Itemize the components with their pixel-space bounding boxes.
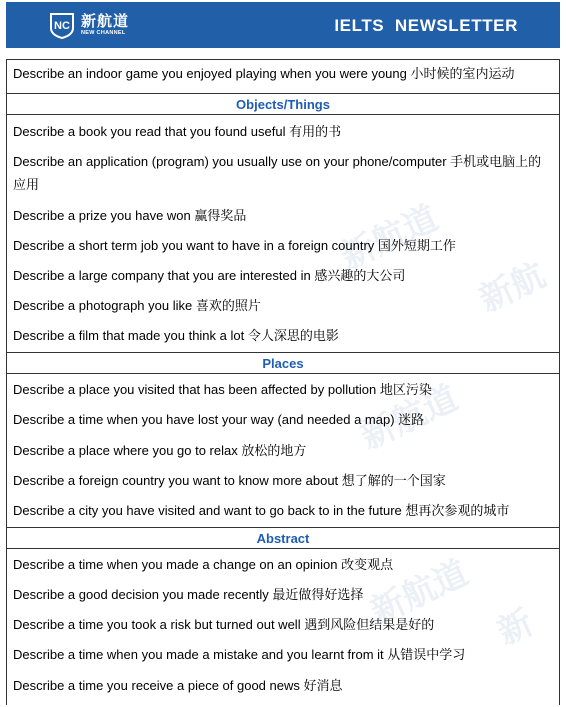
topic-row: Describe a time you took a risk but turned out well 遇到风险但结果是好的 [13, 617, 435, 632]
topics-table [6, 59, 560, 705]
watermark-logo: 新 [491, 602, 540, 653]
topic-row: Describe an indoor game you enjoyed playing when you were young 小时候的室内运动 [13, 66, 515, 81]
watermark-logo: 新航 [473, 255, 552, 321]
svg-text:NC: NC [54, 20, 70, 32]
topic-row: Describe a photograph you like 喜欢的照片 [13, 298, 261, 313]
topic-row: Describe a book you read that you found useful 有用的书 [13, 124, 342, 139]
section-header-abstract: Abstract [7, 527, 559, 549]
topic-row: Describe a prize you have won 赢得奖品 [13, 208, 247, 223]
topic-row: Describe a place you visited that has been affected by pollution 地区污染 [13, 382, 432, 397]
topic-row: Describe a large company that you are interested in 感兴趣的大公司 [13, 268, 406, 283]
topic-row: Describe a good decision you made recently 最近做得好选择 [13, 587, 364, 602]
watermark-logo: 新航道 [364, 552, 475, 633]
topic-row: Describe a foreign country you want to know more about 想了解的一个国家 [13, 473, 446, 488]
topic-row: Describe a time when you made a change on an opinion 改变观点 [13, 557, 394, 572]
topic-row: Describe a time when you have lost your way (and needed a map) 迷路 [13, 412, 425, 427]
section-header-objects: Objects/Things [7, 93, 559, 115]
topic-row: Describe a film that made you think a lot 令人深思的电影 [13, 328, 339, 343]
logo-english-name: NEW CHANNEL [81, 29, 126, 36]
newsletter-title: IELTS NEWSLETTER [334, 16, 518, 35]
topic-row: Describe a place where you go to relax 放松的地方 [13, 443, 307, 458]
topic-row: Describe an application (program) you usually use on your phone/computer 手机或电脑上的应用 [13, 154, 542, 192]
topic-row: Describe a time you receive a piece of good news 好消息 [13, 678, 343, 693]
topic-row: Describe a time when you made a mistake and you learnt from it 从错误中学习 [13, 647, 466, 662]
nc-shield-icon [48, 11, 76, 39]
newsletter-header [6, 2, 560, 48]
watermark-logo: 新航道 [334, 197, 445, 278]
watermark-logo: 新航道 [354, 377, 465, 458]
topic-row: Describe a city you have visited and want to go back to in the future 想再次参观的城市 [13, 503, 510, 518]
topic-row: Describe a short term job you want to have in a foreign country 国外短期工作 [13, 238, 456, 253]
section-header-places: Places [7, 352, 559, 374]
logo-chinese-name: 新航道 [81, 11, 130, 30]
new-channel-logo [48, 11, 129, 39]
